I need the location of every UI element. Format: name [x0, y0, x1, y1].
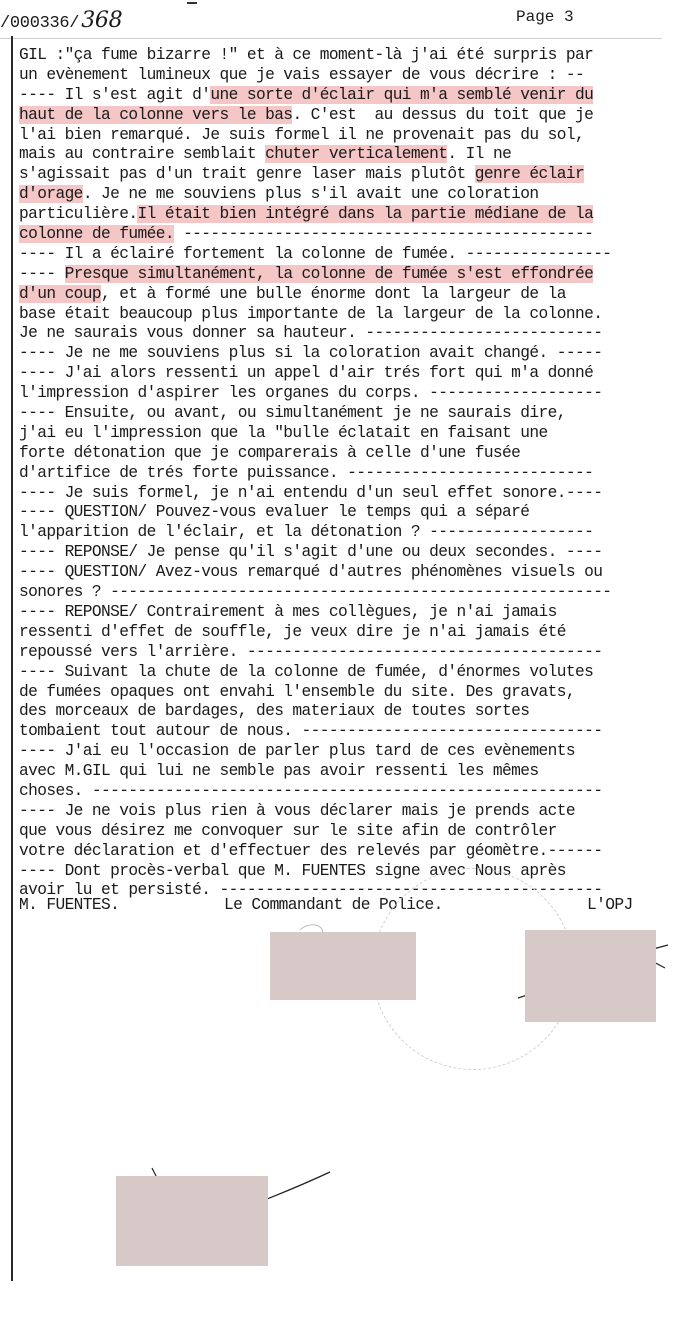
line-text: GIL :"ça fume bizarre !" et à ce moment-là j'ai été surpris par	[19, 46, 594, 64]
highlighted-text: une sorte d'éclair qui m'a semblé venir du	[210, 85, 594, 104]
line-text: particulière.	[19, 205, 138, 224]
line-text: ---- Ensuite, ou avant, ou simultanément je ne saurais dire,	[19, 404, 566, 423]
line-text: mais au contraire semblait	[19, 145, 266, 164]
highlighted-text: genre éclair	[474, 165, 585, 184]
line-text: Je ne saurais vous donner sa hauteur. --------------------------	[19, 324, 603, 343]
line-text: ---- Il a éclairé fortement la colonne de fumée. ----------------	[19, 244, 612, 263]
line-text: ---- Je suis formel, je n'ai entendu d'un seul effet sonore.----	[19, 483, 603, 502]
highlighted-text: d'un coup	[19, 284, 102, 303]
reference-number: /000336/	[0, 14, 80, 33]
line-text: s'agissait pas d'un trait genre laser mais plutôt	[19, 165, 475, 184]
line-text: sonores ? -------------------------------------------------------	[19, 583, 612, 602]
handwritten-reference: 368	[81, 8, 123, 33]
highlighted-text: colonne de fumée.	[19, 225, 174, 244]
signature-opj: L'OPJ	[587, 896, 633, 914]
highlighted-text: Presque simultanément, la colonne de fumée s'est effondrée	[64, 264, 594, 283]
redaction-box	[270, 932, 416, 1000]
line-text: ---- Suivant la chute de la colonne de fumée, d'énormes volutes	[19, 662, 594, 681]
line-text: l'impression d'aspirer les organes du corps. -------------------	[19, 384, 603, 403]
highlighted-text: haut de la colonne vers le bas	[19, 105, 293, 124]
highlighted-text: Il était bien intégré dans la partie médiane de la	[137, 205, 594, 224]
line-text: ---- Dont procès-verbal que M. FUENTES signe avec Nous après	[19, 861, 566, 880]
line-text: ---- Je ne me souviens plus si la coloration avait changé. -----	[19, 344, 603, 363]
line-text: un evènement lumineux que je vais essayer de vous décrire : --	[19, 65, 585, 84]
line-text: ---- Il s'est agit d'	[19, 85, 211, 104]
line-text: avoir lu et persisté. ------------------------------------------	[19, 881, 603, 900]
line-text: ---- REPONSE/ Je pense qu'il s'agit d'une ou deux secondes. ----	[19, 543, 603, 562]
line-text: base était beaucoup plus importante de la largeur de la colonne.	[19, 304, 603, 323]
line-text: forte détonation que je comparerais à celle d'une fusée	[19, 443, 521, 462]
page-number: Page 3	[516, 8, 574, 26]
redaction-box	[525, 930, 656, 1022]
redaction-box	[116, 1176, 268, 1266]
line-text: l'ai bien remarqué. Je suis formel il ne provenait pas du sol,	[19, 125, 585, 144]
line-text: . C'est au dessus du toit que je	[292, 105, 594, 124]
line-text: . Je ne me souviens plus s'il avait une coloration	[82, 185, 539, 204]
line-text: des morceaux de bardages, des materiaux de toutes sortes	[19, 702, 530, 721]
line-text: ---- QUESTION/ Pouvez-vous evaluer le temps qui a séparé	[19, 503, 530, 522]
line-text: ---- J'ai alors ressenti un appel d'air trés fort qui m'a donné	[19, 364, 594, 383]
line-text: , et à formé une bulle énorme dont la largeur de la	[101, 284, 566, 303]
line-text: repoussé vers l'arrière. ---------------------------------------	[19, 642, 603, 661]
line-text: d'artifice de trés forte puissance. ---------------------------	[19, 463, 594, 482]
highlighted-text: d'orage	[19, 185, 83, 204]
line-text: ---- J'ai eu l'occasion de parler plus tard de ces evènements	[19, 742, 575, 761]
line-text: tombaient tout autour de nous. ---------------------------------	[19, 722, 603, 741]
signature-witness: M. FUENTES.	[19, 896, 120, 914]
line-text: l'apparition de l'éclair, et la détonation ? ------------------	[19, 523, 594, 542]
line-text: . Il ne	[447, 145, 512, 164]
line-text: avec M.GIL qui lui ne semble pas avoir ressenti les mêmes	[19, 762, 539, 781]
line-text: ---- REPONSE/ Contrairement à mes collègues, je n'ai jamais	[19, 602, 557, 621]
line-text: ---- QUESTION/ Avez-vous remarqué d'autres phénomènes visuels ou	[19, 563, 603, 582]
highlighted-text: chuter verticalement	[265, 145, 448, 164]
line-text: de fumées opaques ont envahi l'ensemble du site. Des gravats,	[19, 682, 575, 701]
line-text: votre déclaration et d'effectuer des relevés par géomètre.------	[19, 841, 603, 860]
line-text: ---- Je ne vois plus rien à vous déclarer mais je prends acte	[19, 801, 575, 820]
line-text: choses. --------------------------------------------------------	[19, 781, 603, 800]
signature-commandant: Le Commandant de Police.	[224, 896, 443, 914]
line-text: ---------------------------------------------	[173, 225, 594, 244]
line-text: que vous désirez me convoquer sur le site afin de contrôler	[19, 821, 557, 840]
line-text: ----	[19, 264, 65, 283]
line-text: ressenti d'effet de souffle, je veux dire je n'ai jamais été	[19, 622, 566, 641]
line-text: j'ai eu l'impression que la "bulle éclatait en faisant une	[19, 423, 548, 442]
